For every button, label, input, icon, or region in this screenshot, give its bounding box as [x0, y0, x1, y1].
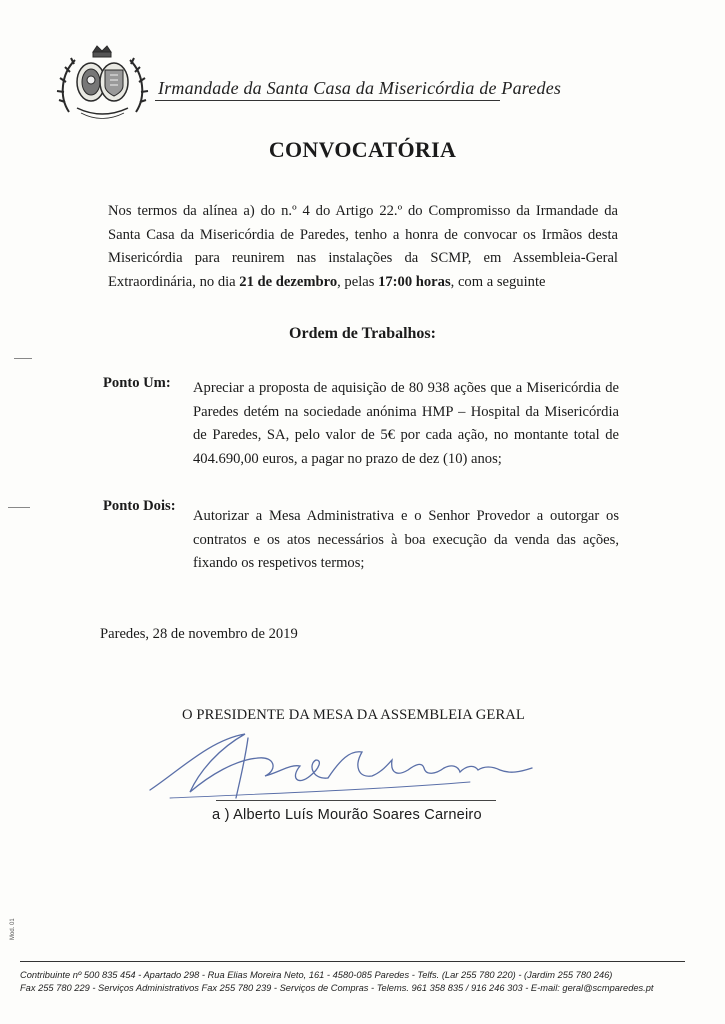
- form-reference: Mod. 01: [10, 918, 16, 940]
- margin-mark: [14, 358, 32, 359]
- agenda-item-text: Apreciar a proposta de aquisição de 80 938 ações que a Misericórdia de Paredes detém na sociedade anónima HMP – Hospital da Misericórdia de Paredes, SA, pelo valor de 5€ por cada ação, no montante total de 404.690,00 euros, a pagar no prazo de dez (10) anos;: [193, 380, 619, 467]
- footer-contact-line: Contribuinte nº 500 835 454 - Apartado 298 - Rua Elias Moreira Neto, 161 - 4580-085 Paredes - Telfs. (Lar 255 780 220) - (Jardim 255 780 246): [20, 970, 613, 980]
- footer-contact-line: Fax 255 780 229 - Serviços Administrativos Fax 255 780 239 - Serviços de Compras - Telems. 961 358 835 / 916 246 303 - E-mail: geral@scmparedes.pt: [20, 983, 654, 993]
- letterhead-rule: [155, 100, 500, 101]
- organization-name: Irmandade da Santa Casa da Misericórdia de Paredes: [158, 78, 562, 98]
- intro-text-part2: , pelas: [337, 273, 379, 290]
- signature-line: [216, 800, 496, 801]
- agenda-item-label: Ponto Dois:: [103, 498, 176, 514]
- agenda-title: Ordem de Trabalhos:: [289, 325, 436, 342]
- intro-text-part1: Nos termos da alínea a) do n.º 4 do Artigo 22.º do Compromisso da Irmandade da Santa Casa da Misericórdia de Paredes, tenho a honra de convocar os Irmãos desta Misericórdia para reunirem nas instalações da SCMP, em Assembleia-Geral Extraordinária, no dia: [108, 203, 618, 290]
- signatory-role: O PRESIDENTE DA MESA DA ASSEMBLEIA GERAL: [182, 707, 525, 723]
- intro-text-part3: , com a seguinte: [450, 273, 546, 290]
- heraldic-crest-icon: [55, 42, 150, 124]
- agenda-item-label: Ponto Um:: [103, 375, 171, 391]
- intro-paragraph: [108, 200, 618, 294]
- handwritten-signature: [140, 720, 540, 812]
- meeting-time: 17:00 horas: [378, 273, 451, 290]
- place-and-date: Paredes, 28 de novembro de 2019: [100, 626, 298, 642]
- agenda-item-text: Autorizar a Mesa Administrativa e o Senhor Provedor a outorgar os contratos e os atos necessários à boa execução da venda das ações, fixando os respetivos termos;: [193, 508, 619, 571]
- signer-name: a ) Alberto Luís Mourão Soares Carneiro: [212, 807, 482, 823]
- meeting-date: 21 de dezembro: [239, 273, 338, 290]
- margin-mark: [8, 507, 30, 508]
- footer-rule: [20, 961, 685, 962]
- document-title: CONVOCATÓRIA: [268, 137, 457, 162]
